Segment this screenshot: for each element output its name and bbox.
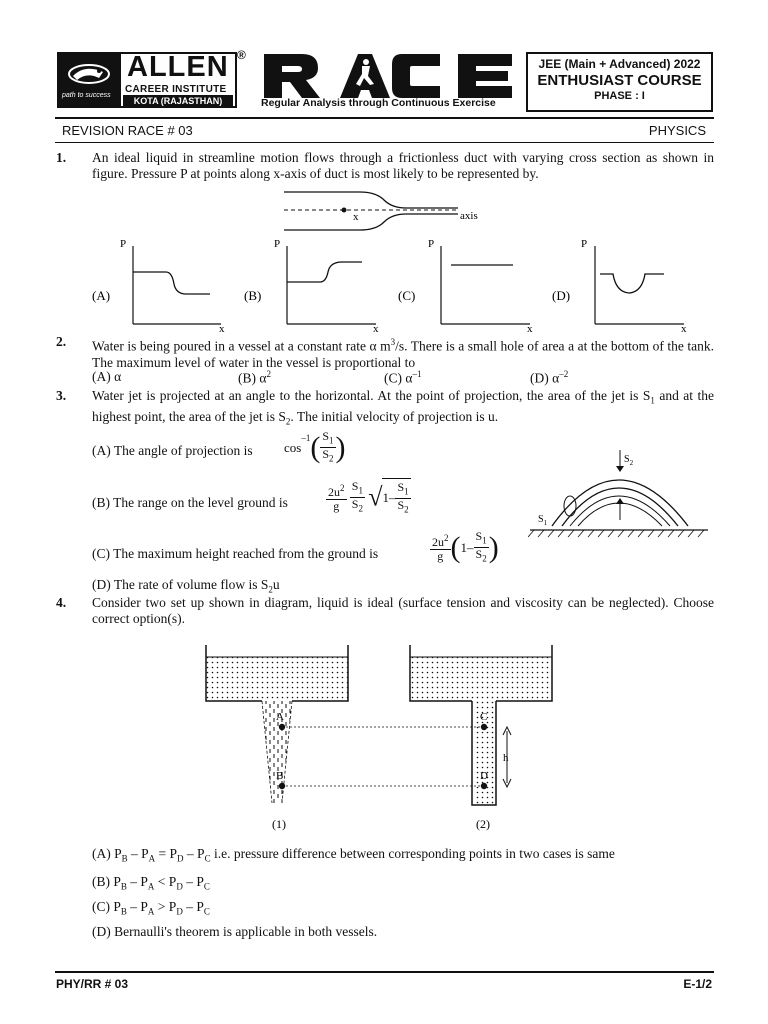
graph-b-label: (B) bbox=[244, 288, 262, 303]
rule-top bbox=[55, 117, 714, 119]
q1-text: An ideal liquid in streamline motion flows through a frictionless duct with varying cross section as shown in figure. Pressure P at points along x-axis of duct is most likely to be represented by. bbox=[92, 150, 714, 181]
q4-vessels-figure bbox=[200, 645, 560, 835]
graph-d-p: P bbox=[581, 238, 588, 250]
subject-name: PHYSICS bbox=[648, 123, 706, 138]
brand-name: ALLEN bbox=[127, 51, 229, 83]
q1-duct-figure bbox=[280, 186, 500, 234]
graph-d-label: (D) bbox=[552, 288, 571, 303]
q3-jet-figure bbox=[528, 444, 718, 540]
race-letters bbox=[262, 52, 514, 100]
duct-x-label: x bbox=[353, 211, 359, 223]
registered-mark: ® bbox=[237, 48, 246, 62]
footer-code: PHY/RR # 03 bbox=[56, 977, 129, 991]
allen-logo-box bbox=[57, 52, 237, 108]
q4-option-a: (A) $P_B - P_A = P_D - P_C$ i.e. pressure difference between corresponding points in two cases is same bbox=[92, 846, 615, 864]
graph-d-x: x bbox=[681, 323, 687, 334]
q3-option-b: (B) The range on the level ground is bbox=[92, 495, 288, 510]
point-d-label: D bbox=[480, 770, 488, 782]
q2-option-d: (D) $\alpha^{-2}$ bbox=[530, 369, 569, 386]
rule-sub bbox=[55, 142, 714, 143]
q3-number: 3. bbox=[56, 388, 67, 403]
duct-axis-label: axis bbox=[460, 210, 478, 222]
graph-b-p: P bbox=[274, 238, 281, 250]
q3-option-b-expr: $\frac{2u^2}{g}$ $\frac{S_1}{S_2}$ √1– $\frac{S_1}{S_2}$ bbox=[328, 478, 409, 515]
jet-s2-label: $S_2$ bbox=[624, 454, 634, 467]
q3-option-c: (C) The maximum height reached from the ground is bbox=[92, 546, 379, 561]
q4-option-b: (B) $P_B - P_A < P_D - P_C$ bbox=[92, 874, 210, 892]
q3-option-a: (A) The angle of projection is bbox=[92, 443, 253, 458]
race-wordmark bbox=[262, 52, 514, 100]
graph-d bbox=[552, 238, 687, 334]
point-b-label: B bbox=[276, 770, 284, 782]
course-exam: JEE (Main + Advanced) 2022 bbox=[538, 57, 701, 71]
q4-text: Consider two set up shown in diagram, liquid is ideal (surface tension and viscosity can be neglected). Choose correct option(s). bbox=[92, 595, 714, 626]
graph-b-x: x bbox=[373, 323, 379, 334]
q2-option-c: (C) $\alpha^{-1}$ bbox=[384, 369, 422, 386]
course-phase: PHASE : I bbox=[594, 90, 645, 102]
q3-option-a-expr: $\cos^{-1}$( $\frac{S_1}{S_2}$ ) bbox=[284, 429, 346, 464]
graph-c bbox=[398, 238, 533, 334]
q4-option-c: (C) $P_B - P_A > P_D - P_C$ bbox=[92, 899, 210, 917]
rule-footer bbox=[55, 971, 714, 973]
course-box bbox=[526, 52, 713, 112]
graph-a-x: x bbox=[219, 323, 225, 334]
q3-option-c-expr: $\frac{2u^2}{g}$ (1– $\frac{S_1}{S_2}$ ) bbox=[432, 529, 499, 564]
institute-city: KOTA (RAJASTHAN) bbox=[123, 95, 233, 107]
race-expansion: Regular Analysis through Continuous Exercise bbox=[261, 97, 496, 109]
footer-page: E-1/2 bbox=[683, 977, 712, 991]
graph-c-label: (C) bbox=[398, 288, 416, 303]
graph-a-p: P bbox=[120, 238, 127, 250]
institute-name: CAREER INSTITUTE bbox=[125, 84, 227, 95]
q2-option-a: (A) α bbox=[92, 369, 122, 384]
q1-graphs bbox=[86, 234, 706, 334]
course-name: ENTHUSIAST COURSE bbox=[537, 72, 702, 89]
q1-number: 1. bbox=[56, 150, 67, 165]
tank-1 bbox=[206, 645, 348, 831]
graph-c-p: P bbox=[428, 238, 435, 250]
q2-option-b: (B) $\alpha^2$ bbox=[238, 369, 271, 386]
q2-number: 2. bbox=[56, 334, 67, 349]
logo-tagline: path to success bbox=[62, 92, 111, 99]
logo-emblem bbox=[59, 54, 121, 106]
vessel-1-label: (1) bbox=[272, 817, 286, 831]
jet-s1-label: $S_1$ bbox=[538, 514, 548, 527]
graph-a bbox=[92, 238, 225, 334]
graph-a-label: (A) bbox=[92, 288, 111, 303]
point-a-label: A bbox=[276, 711, 284, 723]
race-number: REVISION RACE # 03 bbox=[62, 123, 193, 138]
q3-option-d: (D) The rate of volume flow is $S_2u$ bbox=[92, 577, 280, 595]
graph-b bbox=[244, 238, 379, 334]
q4-option-d: (D) Bernaulli's theorem is applicable in both vessels. bbox=[92, 924, 378, 939]
vessel-2-label: (2) bbox=[476, 817, 490, 831]
point-c-label: C bbox=[480, 711, 488, 723]
graph-c-x: x bbox=[527, 323, 533, 334]
q4-number: 4. bbox=[56, 595, 67, 610]
q3-text: Water jet is projected at an angle to the horizontal. At the point of projection, the area of the jet is $S_1$ and at the highest point, the area of the jet is $S_2$. The initial velocity of projection is u. bbox=[92, 388, 715, 427]
height-h-label: h bbox=[503, 752, 509, 764]
q2-text: Water is being poured in a vessel at a constant rate α $m^3/s$. There is a small hole of area a at the bottom of the tank. The maximum level of water in the vessel is proportional to bbox=[92, 337, 715, 370]
tank-2 bbox=[410, 645, 552, 831]
